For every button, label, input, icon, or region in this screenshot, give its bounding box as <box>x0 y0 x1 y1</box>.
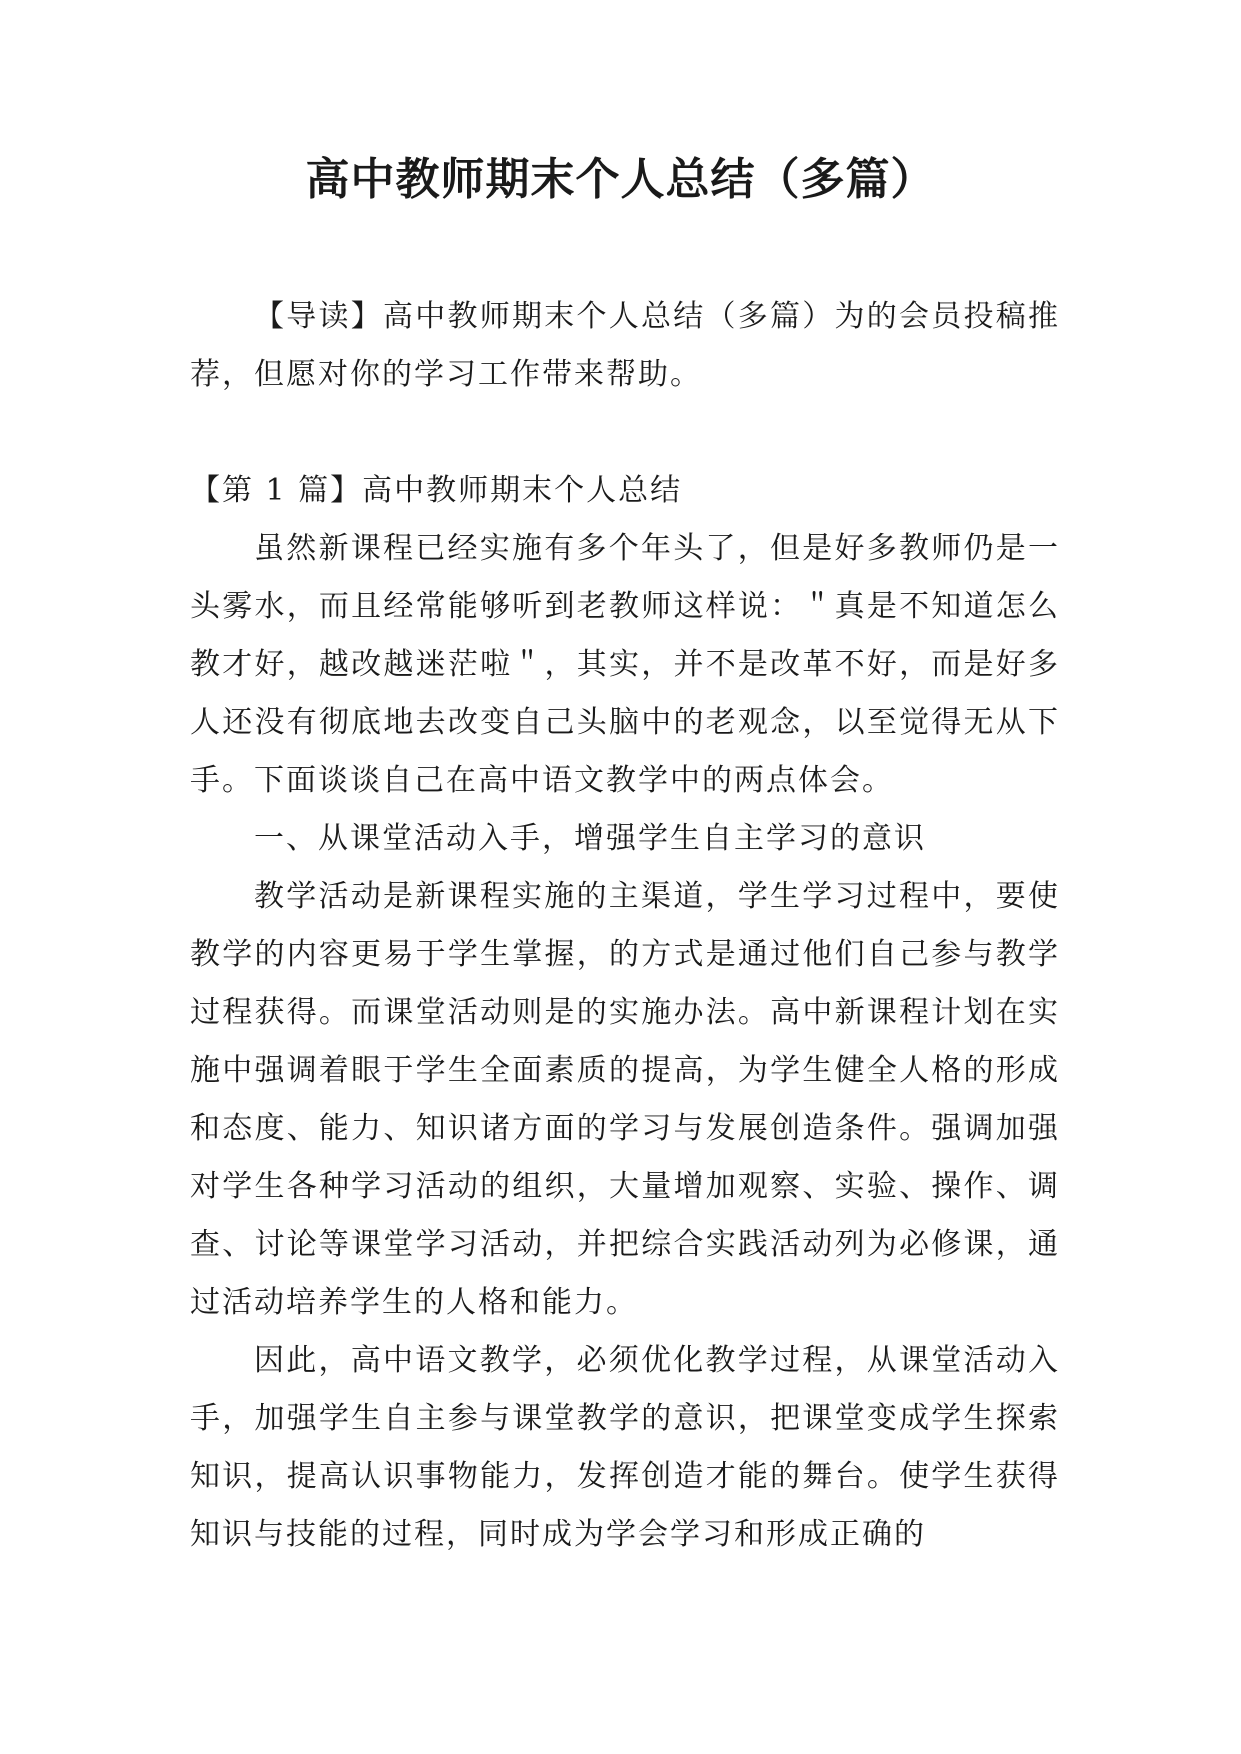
intro-paragraph: 【导读】高中教师期末个人总结（多篇）为的会员投稿推荐，但愿对你的学习工作带来帮助。 <box>190 299 1060 392</box>
paragraph-gap <box>190 404 1060 462</box>
section-heading: 【第 1 篇】高中教师期末个人总结 <box>190 473 683 508</box>
document-title: 高中教师期末个人总结（多篇） <box>305 154 936 205</box>
document-body <box>190 288 1060 1564</box>
body-paragraph: 虽然新课程已经实施有多个年头了，但是好多教师仍是一头雾水，而且经常能够听到老教师这样说：＂真是不知道怎么教才好，越改越迷茫啦＂，其实，并不是改革不好，而是好多人还没有彻底地去改变自己头脑中的老观念，以至觉得无从下手。下面谈谈自己在高中语文教学中的两点体会。 <box>190 531 1060 798</box>
body-paragraph: 因此，高中语文教学，必须优化教学过程，从课堂活动入手，加强学生自主参与课堂教学的意识，把课堂变成学生探索知识，提高认识事物能力，发挥创造才能的舞台。使学生获得知识与技能的过程，同时成为学会学习和形成正确的 <box>190 1343 1060 1552</box>
subheading-paragraph: 一、从课堂活动入手，增强学生自主学习的意识 <box>254 821 926 856</box>
body-paragraph: 教学活动是新课程实施的主渠道，学生学习过程中，要使教学的内容更易于学生掌握，的方式是通过他们自己参与教学过程获得。而课堂活动则是的实施办法。高中新课程计划在实施中强调着眼于学生全面素质的提高，为学生健全人格的形成和态度、能力、知识诸方面的学习与发展创造条件。强调加强对学生各种学习活动的组织，大量增加观察、实验、操作、调查、讨论等课堂学习活动，并把综合实践活动列为必修课，通过活动培养学生的人格和能力。 <box>190 879 1060 1320</box>
